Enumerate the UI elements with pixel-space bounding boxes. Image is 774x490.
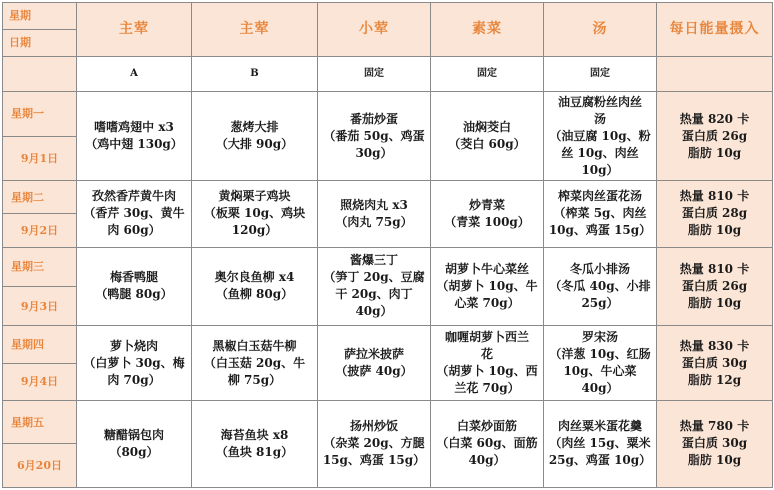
soup-dish-line: （油豆腐 10g、粉 <box>549 128 651 143</box>
energy-intake-cell <box>657 326 773 401</box>
small-dish-line: 扬州炒饭 <box>349 419 398 434</box>
small-dish-line: （肉丸 75g） <box>335 214 413 229</box>
energy-intake-line: 脂肪 10g <box>687 295 742 310</box>
main-dish-a-line: 嗜嗜鸡翅中 x3 <box>94 120 174 135</box>
energy-intake-line: 蛋白质 26g <box>681 128 748 143</box>
soup-dish-line: 10g、牛心菜 40g） <box>563 364 637 396</box>
vegetable-dish-cell <box>431 247 544 326</box>
main-dish-b-line: （板栗 10g、鸡块 <box>203 206 306 221</box>
main-dish-b-line: 奥尔良鱼柳 x4 <box>214 270 295 285</box>
column-header-small: 小荤 <box>318 3 431 57</box>
vegetable-dish-line: （白菜 60g、面筋 <box>436 436 538 451</box>
energy-intake-line: 蛋白质 28g <box>681 206 748 221</box>
sub-label-soup: 固定 <box>544 56 657 91</box>
main-dish-a-line: （香芹 30g、黄牛 <box>83 206 185 221</box>
soup-dish-cell <box>544 92 657 181</box>
sub-label-small: 固定 <box>318 56 431 91</box>
main-dish-a-line: （80g） <box>109 444 159 459</box>
date-cell: 6月20日 <box>3 444 77 488</box>
energy-intake-line: 脂肪 10g <box>687 145 742 160</box>
soup-dish-cell <box>544 400 657 487</box>
vegetable-dish-cell <box>431 92 544 181</box>
main-dish-a-line: 孜然香芹黄牛肉 <box>91 189 176 204</box>
vegetable-dish-line: 兰花 70g） <box>454 381 520 396</box>
main-dish-a-cell <box>77 400 192 487</box>
soup-dish-line: 丝 10g、肉丝 10g） <box>561 145 639 177</box>
energy-intake-line: 蛋白质 30g <box>681 436 748 451</box>
soup-dish-cell <box>544 326 657 401</box>
main-dish-b-line: 海苔鱼块 x8 <box>220 427 289 442</box>
column-header-soup: 汤 <box>544 3 657 57</box>
main-dish-b-cell <box>192 92 318 181</box>
day-row <box>3 181 773 214</box>
vegetable-dish-line: （胡萝卜 10g、西 <box>436 364 538 379</box>
small-dish-cell <box>318 326 431 401</box>
sub-label-blank <box>3 56 77 91</box>
vegetable-dish-line: 心菜 70g） <box>454 295 520 310</box>
main-dish-b-cell <box>192 326 318 401</box>
energy-intake-cell <box>657 400 773 487</box>
energy-intake-line: 蛋白质 30g <box>681 355 748 370</box>
weekday-cell: 星期二 <box>3 181 77 214</box>
date-cell: 9月1日 <box>3 136 77 181</box>
energy-intake-cell <box>657 247 773 326</box>
column-header-main-b: 主荤 <box>192 3 318 57</box>
column-header-main-a: 主荤 <box>77 3 192 57</box>
main-dish-b-cell <box>192 400 318 487</box>
soup-dish-line: 25g、鸡蛋 10g） <box>548 453 652 468</box>
main-dish-a-line: 肉 60g） <box>107 223 161 238</box>
small-dish-line: 番茄炒蛋 <box>349 111 398 126</box>
energy-intake-line: 热量 830 卡 <box>679 338 750 353</box>
small-dish-line: 30g） <box>355 145 393 160</box>
day-row <box>3 400 773 444</box>
small-dish-line: 萨拉米披萨 <box>343 347 404 362</box>
main-dish-b-cell <box>192 247 318 326</box>
weekday-cell: 星期四 <box>3 326 77 363</box>
vegetable-dish-line: 胡萝卜牛心菜丝 <box>444 261 529 276</box>
main-dish-a-line: （白萝卜 30g、梅 <box>83 355 185 370</box>
soup-dish-line: 油豆腐粉丝肉丝 <box>557 94 642 109</box>
soup-dish-line: （肉丝 15g、粟米 <box>549 436 651 451</box>
sub-label-main-b: B <box>192 56 318 91</box>
small-dish-cell <box>318 247 431 326</box>
sub-label-energy <box>657 56 773 91</box>
energy-intake-line: 热量 810 卡 <box>679 189 750 204</box>
small-dish-line: （杂菜 20g、方腿 <box>323 436 425 451</box>
main-dish-b-line: 黄焖栗子鸡块 <box>218 189 291 204</box>
main-dish-b-line: 柳 75g） <box>227 372 282 387</box>
main-dish-a-cell <box>77 181 192 247</box>
date-cell: 9月4日 <box>3 363 77 400</box>
main-dish-b-line: 120g） <box>231 223 278 238</box>
energy-intake-cell <box>657 181 773 247</box>
energy-intake-cell <box>657 92 773 181</box>
soup-dish-line: 25g） <box>581 295 619 310</box>
vegetable-dish-line: （青菜 100g） <box>444 214 530 229</box>
main-dish-a-line: （鸭腿 80g） <box>95 287 173 302</box>
small-dish-line: 酱爆三丁 <box>349 253 398 268</box>
day-row <box>3 92 773 137</box>
main-dish-b-line: 黑椒白玉菇牛柳 <box>212 338 297 353</box>
small-dish-line: 干 20g、肉丁 40g） <box>335 287 413 319</box>
small-dish-line: 照烧肉丸 x3 <box>340 197 408 212</box>
weekday-cell: 星期一 <box>3 92 77 137</box>
soup-dish-line: 榨菜肉丝蛋花汤 <box>557 189 642 204</box>
vegetable-dish-line: 咖喱胡萝卜西兰 <box>444 330 529 345</box>
main-dish-a-cell <box>77 247 192 326</box>
corner-weekday-label: 星期 <box>3 3 77 30</box>
main-dish-a-line: 肉 70g） <box>107 372 161 387</box>
small-dish-cell <box>318 181 431 247</box>
date-cell: 9月3日 <box>3 286 77 325</box>
sub-label-main-a: A <box>77 56 192 91</box>
vegetable-dish-line: 白菜炒面筋 <box>456 419 517 434</box>
soup-dish-line: 肉丝粟米蛋花羹 <box>557 419 642 434</box>
energy-intake-line: 脂肪 10g <box>687 223 742 238</box>
energy-intake-line: 热量 810 卡 <box>679 261 750 276</box>
main-dish-a-cell <box>77 92 192 181</box>
energy-intake-line: 热量 780 卡 <box>679 419 750 434</box>
sub-label-veg: 固定 <box>431 56 544 91</box>
small-dish-line: （番茄 50g、鸡蛋 <box>323 128 425 143</box>
small-dish-cell <box>318 400 431 487</box>
day-row <box>3 247 773 286</box>
energy-intake-line: 脂肪 12g <box>687 372 742 387</box>
energy-intake-line: 蛋白质 26g <box>681 278 748 293</box>
soup-dish-line: （洋葱 10g、红肠 <box>549 347 651 362</box>
soup-dish-line: 10g、鸡蛋 15g） <box>548 223 652 238</box>
weekday-cell: 星期三 <box>3 247 77 286</box>
vegetable-dish-line: 油焖茭白 <box>462 120 511 135</box>
date-cell: 9月2日 <box>3 214 77 247</box>
soup-dish-line: 冬瓜小排汤 <box>569 261 630 276</box>
vegetable-dish-cell <box>431 400 544 487</box>
vegetable-dish-line: （茭白 60g） <box>448 137 526 152</box>
main-dish-a-line: 梅香鸭腿 <box>109 270 158 285</box>
soup-dish-cell <box>544 247 657 326</box>
vegetable-dish-cell <box>431 181 544 247</box>
weekday-cell: 星期五 <box>3 400 77 444</box>
energy-intake-line: 热量 820 卡 <box>679 111 750 126</box>
main-dish-b-line: （鱼柳 80g） <box>215 287 294 302</box>
main-dish-a-line: 萝卜烧肉 <box>109 338 158 353</box>
vegetable-dish-line: 花 <box>480 347 493 362</box>
energy-intake-line: 脂肪 10g <box>687 453 742 468</box>
weekly-menu-table <box>2 2 773 488</box>
vegetable-dish-line: 40g） <box>468 453 506 468</box>
soup-dish-line: （冬瓜 40g、小排 <box>549 278 651 293</box>
soup-dish-line: 汤 <box>593 111 606 126</box>
column-header-energy: 每日能量摄入 <box>657 3 773 57</box>
small-dish-line: 15g、鸡蛋 15g） <box>322 453 426 468</box>
small-dish-line: （笋丁 20g、豆腐 <box>323 270 425 285</box>
corner-date-label: 日期 <box>3 29 77 56</box>
soup-dish-line: 罗宋汤 <box>581 330 618 345</box>
column-header-veg: 素菜 <box>431 3 544 57</box>
soup-dish-line: （榨菜 5g、肉丝 <box>553 206 647 221</box>
main-dish-a-line: 糖醋锅包肉 <box>103 427 164 442</box>
small-dish-line: （披萨 40g） <box>335 364 413 379</box>
main-dish-b-line: （大排 90g） <box>215 137 294 152</box>
main-dish-b-cell <box>192 181 318 247</box>
vegetable-dish-line: 炒青菜 <box>468 197 505 212</box>
vegetable-dish-cell <box>431 326 544 401</box>
main-dish-b-line: （白玉菇 20g、牛 <box>203 355 306 370</box>
main-dish-a-line: （鸡中翅 130g） <box>85 137 183 152</box>
small-dish-cell <box>318 92 431 181</box>
main-dish-b-line: 葱烤大排 <box>230 120 279 135</box>
soup-dish-cell <box>544 181 657 247</box>
vegetable-dish-line: （胡萝卜 10g、牛 <box>436 278 538 293</box>
main-dish-a-cell <box>77 326 192 401</box>
day-row <box>3 326 773 363</box>
main-dish-b-line: （鱼块 81g） <box>215 444 294 459</box>
